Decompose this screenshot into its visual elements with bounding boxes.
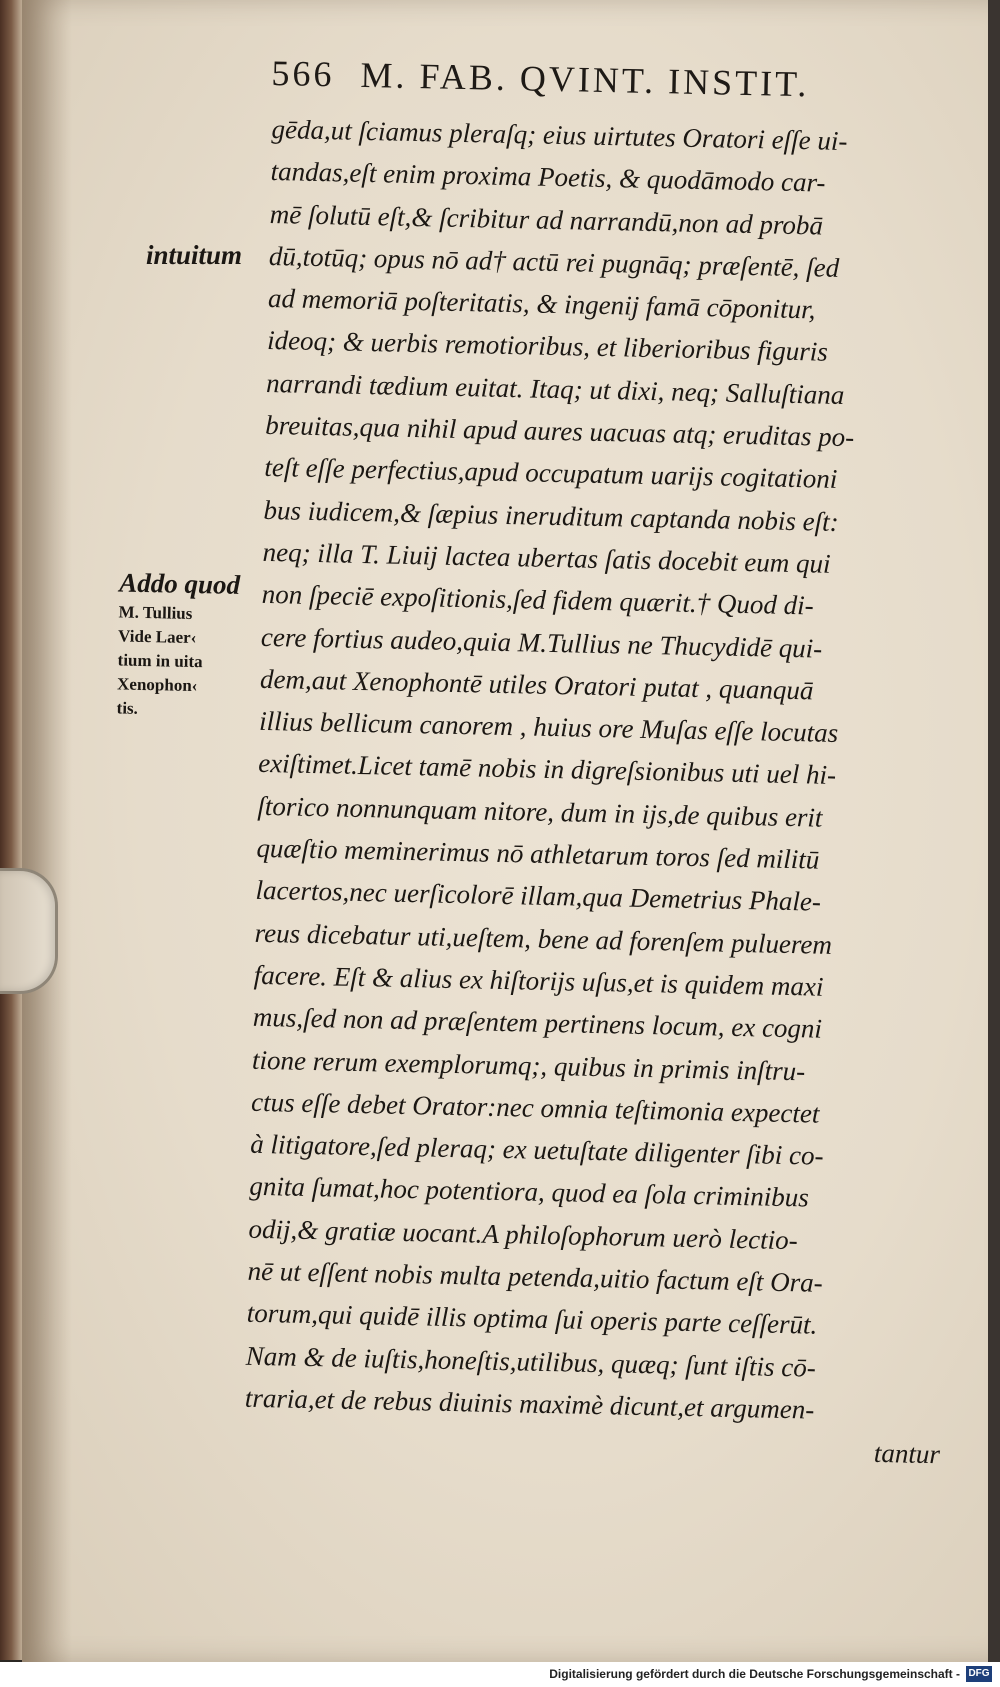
dfg-logo-icon: DFG — [966, 1666, 992, 1682]
text-line: odij,& gratiæ uocant.A philoſophorum uerò lectio- — [248, 1213, 798, 1255]
text-line: mus,ſed non ad præſentem pertinens locum, ex cogni — [252, 1002, 823, 1044]
right-margin-strip — [988, 0, 1000, 1662]
text-line: neq; illa T. Liuij lactea ubertas ſatis docebit eum qui — [262, 536, 831, 579]
margin-note-addo — [116, 564, 269, 723]
text-line: Nam & de iuſtis,honeſtis,utilibus, quæq; ſunt iſtis cō- — [245, 1340, 817, 1383]
text-line: gēda,ut ſciamus pleraſq; eius uirtutes Oratori eſſe ui- — [271, 113, 848, 157]
gutter-shadow — [22, 0, 72, 1662]
text-line: dem,aut Xenophontē utiles Oratori putat , quanquā — [259, 663, 814, 706]
text-line: torum,qui quidē illis optima ſui operis parte ceſſerūt. — [246, 1298, 818, 1340]
text-line: bus iudicem,& ſæpius ineruditum captanda nobis eſt: — [263, 494, 839, 537]
margin-note-line: Xenophon‹ — [116, 674, 198, 696]
text-line: teſt eſſe perfectius,apud occupatum uarijs cogitationi — [264, 452, 838, 495]
footer-bar — [0, 1662, 1000, 1687]
text-line: cere fortius audeo,quia M.Tullius ne Thucydidē qui- — [260, 621, 823, 664]
text-line: dū,totūq; opus nō ad† actū rei pugnāq; præſentē, ſed — [268, 240, 840, 283]
body-text — [244, 108, 972, 1476]
text-line: mē ſolutū eſt,& ſcribitur ad narrandū,non ad probā — [269, 198, 824, 241]
footer-credit: Digitalisierung gefördert durch die Deutsche Forschungsgemeinschaft - — [549, 1667, 960, 1681]
book-clasp — [0, 868, 58, 994]
text-line: ad memoriā poſteritatis, & ingenij famā cōponitur, — [267, 283, 816, 325]
margin-note-line: tium in uita — [117, 650, 203, 672]
text-line: traria,et de rebus diuinis maximè dicunt,et argumen- — [244, 1382, 815, 1425]
text-line: ſtorico nonnunquam nitore, dum in ijs,de quibus erit — [257, 790, 823, 833]
text-line: reus dicebatur uti,ueſtem, bene ad forenſem puluerem — [254, 917, 833, 960]
text-line: tandas,eſt enim proxima Poetis, & quodāmodo car- — [270, 156, 826, 198]
text-line: tione rerum exemplorumq;, quibus in primis inſtru- — [251, 1044, 806, 1086]
text-line: à litigatore,ſed pleraq; ex uetuſtate diligenter ſibi co- — [249, 1128, 824, 1171]
text-line: ctus eſſe debet Orator:nec omnia teſtimonia expectet — [250, 1086, 820, 1129]
text-line: non ſpeciē expoſitionis,ſed fidem quærit.† Quod di- — [261, 579, 814, 621]
text-line: gnita ſumat,hoc potentiora, quod ea ſola criminibus — [249, 1171, 810, 1213]
margin-note-line: Vide Laer‹ — [117, 626, 197, 648]
text-line: exiſtimet.Licet tamē nobis in digreſsionibus uti uel hi- — [257, 748, 837, 791]
text-line: quæſtio meminerimus nō athletarum toros ſed militū — [256, 832, 820, 875]
text-line: breuitas,qua nihil apud aures uacuas atq; eruditas po- — [265, 410, 855, 453]
catchword: tantur — [873, 1438, 941, 1470]
text-line: narrandi tædium euitat. Itaq; ut dixi, neq; Salluſtiana — [265, 367, 845, 410]
margin-note-line: tis. — [116, 698, 139, 718]
page-number: 566 — [271, 52, 335, 95]
text-line: nē ut eſſent nobis multa petenda,uitio factum eſt Ora- — [247, 1255, 824, 1298]
margin-note-line: Addo quod — [118, 567, 241, 600]
text-line: lacertos,nec uerſicolorē illam,qua Demetrius Phale- — [255, 875, 822, 918]
margin-note-line: M. Tullius — [118, 602, 193, 623]
text-line: facere. Eſt & alius ex hiſtorijs uſus,et is quidem maxi — [253, 959, 824, 1002]
text-line: illius bellicum canorem , huius ore Muſas eſſe locutas — [258, 706, 839, 749]
running-title: M. FAB. QVINT. INSTIT. — [360, 54, 810, 105]
margin-note-intuitum: intuitum — [146, 240, 243, 270]
text-line: ideoq; & uerbis remotioribus, et liberioribus figuris — [266, 325, 829, 368]
